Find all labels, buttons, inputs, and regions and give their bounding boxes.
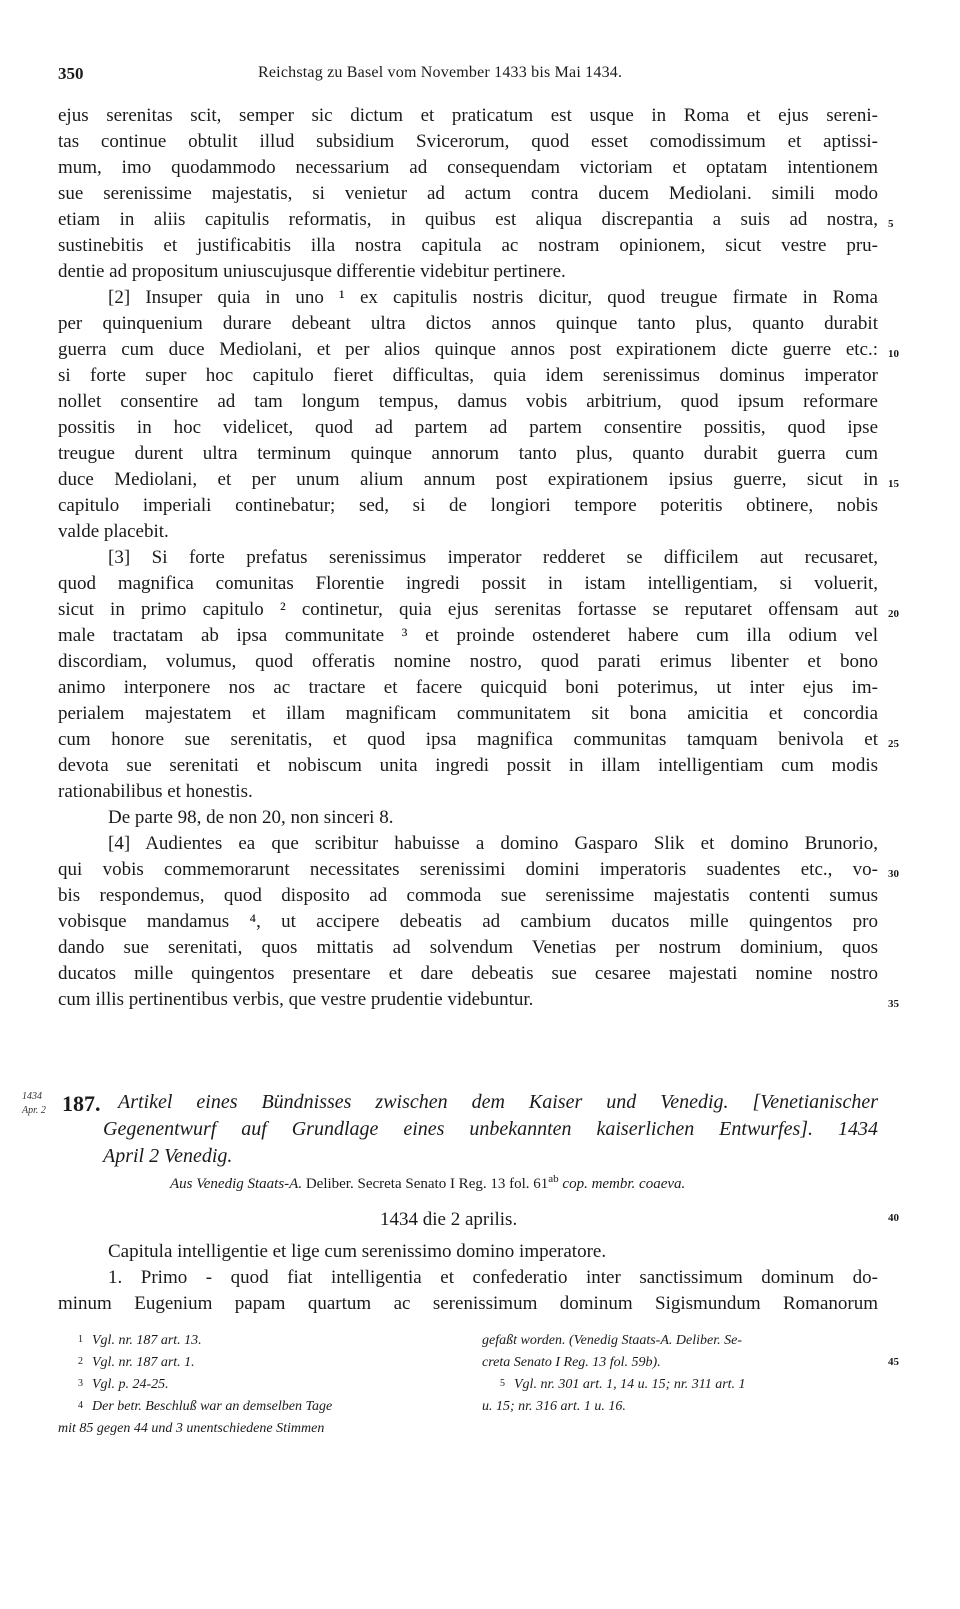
footnote-number: 1: [78, 1334, 83, 1345]
line-number: 5: [888, 218, 894, 230]
page-number: 350: [58, 64, 84, 83]
entry-number: 187.: [62, 1091, 101, 1116]
body-line: male tractatam ab ipsa communitate ³ et proinde ostenderet habere cum illa odium vel: [58, 625, 878, 646]
body-line: ejus serenitas scit, semper sic dictum et praticatum est usque in Roma et ejus sereni-: [58, 105, 878, 126]
running-title: Reichstag zu Basel vom November 1433 bis Mai 1434.: [258, 64, 623, 81]
document-date: 1434 die 2 aprilis.: [380, 1209, 518, 1230]
body-line: animo interponere nos ac tractare et facere quicquid boni poterimus, ut inter ejus im-: [58, 677, 878, 698]
footnote-text: Der betr. Beschluß war an demselben Tage: [92, 1399, 333, 1414]
page-header: [58, 64, 898, 88]
body-line: perialem majestatem et illam magnificam communitatem sit bona amicitia et concordia: [58, 703, 878, 724]
footnote-number: 4: [78, 1400, 83, 1411]
body-line: capitulo imperiali continebatur; sed, si de longiori tempore poteritis obtinere, nobis: [58, 495, 878, 516]
body-line: cum illis pertinentibus verbis, que vestre prudentie videbuntur.: [58, 989, 534, 1010]
line-number: 10: [888, 348, 899, 360]
source-folio-side: ab: [548, 1173, 559, 1185]
entry-text-line: minum Eugenium papam quartum ac serenissimum dominum Sigismundum Romanorum: [58, 1293, 878, 1314]
line-number: 15: [888, 478, 899, 490]
entry-title-line: April 2 Venedig.: [103, 1145, 233, 1167]
margin-date-day: Apr. 2: [22, 1105, 46, 1116]
body-line: dando sue serenitati, quos mittatis ad solvendum Venetias per nostrum dominium, quos: [58, 937, 878, 958]
footnote-text: Vgl. nr. 187 art. 1.: [92, 1355, 195, 1370]
body-line: guerra cum duce Mediolani, et per alios quinque annos post expirationem dicte guerre etc.:: [58, 339, 878, 360]
line-number: 30: [888, 868, 899, 880]
footnote-text: Vgl. nr. 301 art. 1, 14 u. 15; nr. 311 art. 1: [514, 1377, 746, 1392]
source-reference: Deliber. Secreta Senato I Reg. 13 fol. 61: [305, 1176, 549, 1192]
line-number: 40: [888, 1212, 899, 1224]
body-line: possitis in hoc videlicet, quod ad partem ad partem consentire possitis, quod ipse: [58, 417, 878, 438]
entry-text-line: 1. Primo - quod fiat intelligentia et confederatio inter sanctissimum dominum do-: [108, 1267, 878, 1288]
body-line: [4] Audientes ea que scribitur habuisse a domino Gasparo Slik et domino Brunorio,: [108, 833, 878, 854]
body-line: [2] Insuper quia in uno ¹ ex capitulis nostris dicitur, quod treugue firmate in Roma: [108, 287, 878, 308]
body-line: sustinebitis et justificabitis illa nostra capitula ac nostram opinionem, sicut vestre pru-: [58, 235, 878, 256]
footnote-number: 3: [78, 1378, 83, 1389]
margin-date-year: 1434: [22, 1091, 42, 1102]
entry-text-line: Capitula intelligentie et lige cum serenissimo domino imperatore.: [108, 1241, 607, 1262]
line-number: 45: [888, 1356, 899, 1368]
body-line: bis respondemus, quod disposito ad commoda sue serenissime majestatis contenti sumus: [58, 885, 878, 906]
footnote-text: creta Senato I Reg. 13 fol. 59b).: [482, 1355, 661, 1370]
source-description: cop. membr. coaeva.: [562, 1176, 686, 1192]
entry-title-line: Artikel eines Bündnisses zwischen dem Kaiser und Venedig. [Venetianischer: [118, 1091, 878, 1113]
body-line: rationabilibus et honestis.: [58, 781, 253, 802]
body-line: duce Mediolani, et per unum alium annum post expirationem ipsius guerre, sicut in: [58, 469, 878, 490]
footnote-number: 2: [78, 1356, 83, 1367]
body-line: quod magnifica comunitas Florentie ingredi possit in istam intelligentiam, si voluerit,: [58, 573, 878, 594]
body-line: qui vobis commemorarunt necessitates serenissimi domini imperatoris suadentes etc., vo-: [58, 859, 878, 880]
body-line: sicut in primo capitulo ² continetur, quia ejus serenitas fortasse se reputaret offensam aut: [58, 599, 878, 620]
body-line: etiam in aliis capitulis reformatis, in quibus est aliqua discrepantia a suis ad nostra,: [58, 209, 878, 230]
line-number: 35: [888, 998, 899, 1010]
body-line: per quinquenium durare debeant ultra dictos annos quinque tanto plus, quanto durabit: [58, 313, 878, 334]
footnote-number: 5: [500, 1378, 505, 1389]
source-archive: Aus Venedig Staats-A.: [170, 1176, 303, 1192]
footnote-text: gefaßt worden. (Venedig Staats-A. Deliber. Se-: [482, 1333, 742, 1348]
body-line: nollet consentire ad tam longum tempus, damus vobis arbitrium, quod ipsum reformare: [58, 391, 878, 412]
body-line: [3] Si forte prefatus serenissimus imperator redderet se difficilem aut recusaret,: [108, 547, 878, 568]
body-line: treugue durent ultra terminum quinque annorum tanto plus, quanto durabit guerra cum: [58, 443, 878, 464]
footnote-text: Vgl. nr. 187 art. 13.: [92, 1333, 202, 1348]
body-line: mum, imo quodammodo necessarium ad consequendam victoriam et optatam intentionem: [58, 157, 878, 178]
footnote-text: u. 15; nr. 316 art. 1 u. 16.: [482, 1399, 626, 1414]
body-line: devota sue serenitati et nobiscum unita ingredi possit in illam intelligentiam cum modis: [58, 755, 878, 776]
line-number: 25: [888, 738, 899, 750]
body-line: dentie ad propositum uniuscujusque differentie videbitur pertinere.: [58, 261, 566, 282]
source-citation: [170, 1173, 870, 1195]
body-line: valde placebit.: [58, 521, 169, 542]
body-line: De parte 98, de non 20, non sinceri 8.: [108, 807, 394, 828]
footnote-text: Vgl. p. 24-25.: [92, 1377, 169, 1392]
body-line: ducatos mille quingentos presentare et dare debeatis sue cesaree majestati nomine nostro: [58, 963, 878, 984]
body-line: cum honore sue serenitatis, et quod ipsa magnifica communitas tamquam benivola et: [58, 729, 878, 750]
footnote-text: mit 85 gegen 44 und 3 unentschiedene Stimmen: [58, 1421, 325, 1436]
body-line: sue serenissime majestatis, si venietur ad actum contra ducem Mediolani. simili modo: [58, 183, 878, 204]
body-line: tas continue obtulit illud subsidium Svicerorum, quod esset comodissimum et aptissi-: [58, 131, 878, 152]
body-line: discordiam, volumus, quod offeratis nomine nostro, quod parati erimus libenter et bono: [58, 651, 878, 672]
entry-title-line: Gegenentwurf auf Grundlage eines unbekannten kaiserlichen Entwurfes]. 1434: [103, 1118, 878, 1140]
line-number: 20: [888, 608, 899, 620]
body-line: vobisque mandamus ⁴, ut accipere debeatis ad cambium ducatos mille quingentos pro: [58, 911, 878, 932]
body-line: si forte super hoc capitulo fieret difficultas, quia idem serenissimus dominus imperator: [58, 365, 878, 386]
